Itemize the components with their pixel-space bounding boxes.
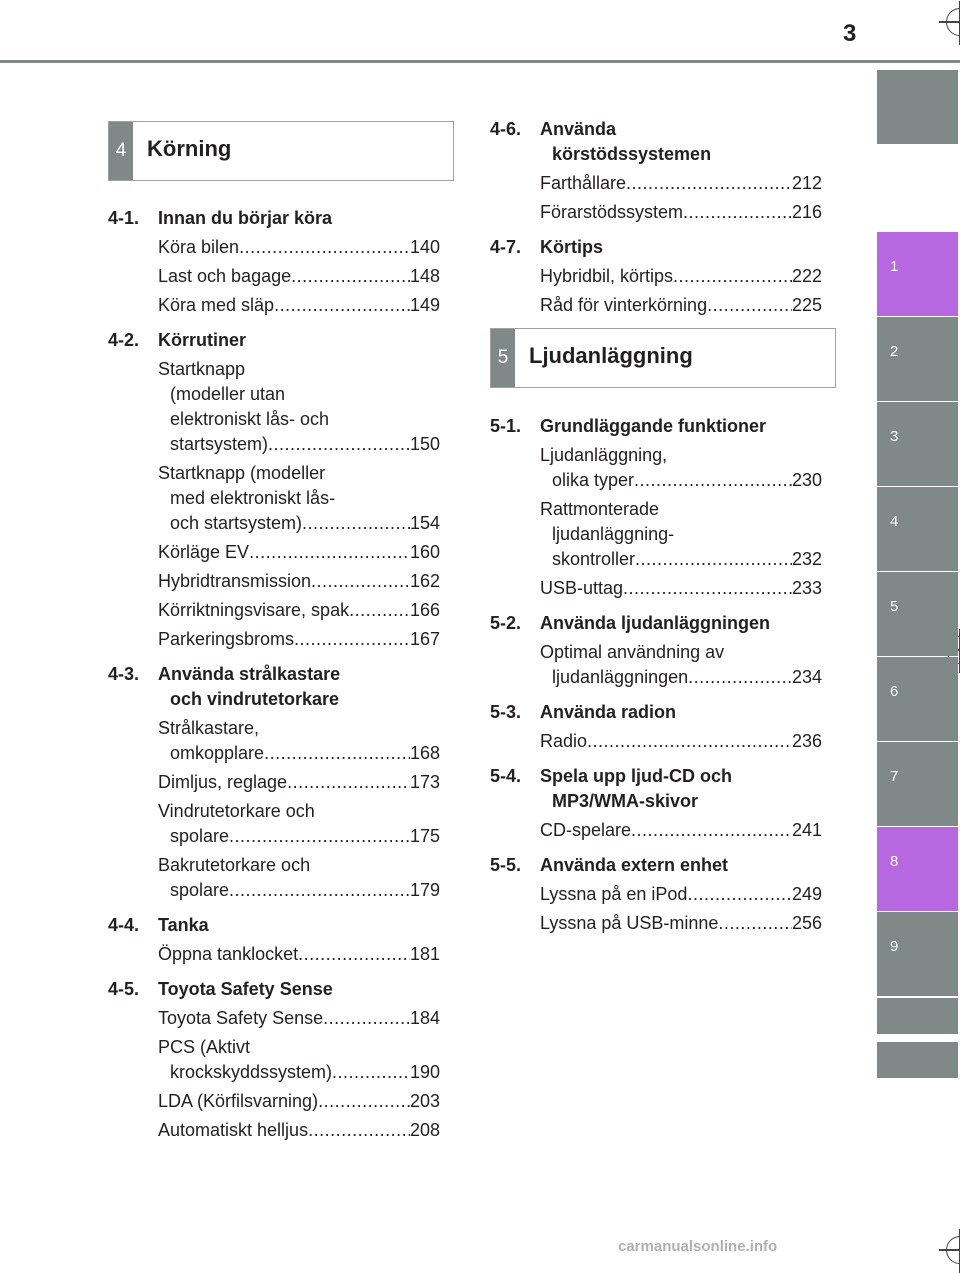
- entry-text-line: Bakrutetorkare och: [158, 855, 311, 875]
- toc-subsection-heading: [108, 913, 440, 938]
- registration-mark-icon: [946, 1236, 960, 1264]
- top-rule: [0, 60, 960, 63]
- toc-entry[interactable]: [540, 264, 822, 289]
- entry-text: USB-uttag: [540, 578, 624, 598]
- toc-entry[interactable]: [158, 853, 440, 903]
- leader-dots: [688, 665, 792, 690]
- subsection-title-line: Använda: [540, 119, 617, 139]
- subsection-code: 5-1.: [490, 416, 522, 436]
- toc-entry[interactable]: [540, 497, 822, 572]
- leader-dots: [707, 293, 792, 318]
- toc-entry[interactable]: [158, 716, 440, 766]
- leader-dots: [274, 293, 410, 318]
- toc-subsection-heading: [108, 977, 440, 1002]
- toc-entry[interactable]: [158, 357, 440, 457]
- entry-last-line: [158, 1006, 440, 1031]
- entry-last-line: [158, 1089, 440, 1114]
- entry-text: LDA (Körfilsvarning): [158, 1091, 319, 1111]
- entry-text: Toyota Safety Sense: [158, 1008, 324, 1028]
- entry-last-line: [540, 171, 822, 196]
- entry-text: Körriktningsvisare, spak: [158, 600, 350, 620]
- leader-dots: [587, 729, 792, 754]
- page-ref: 256: [791, 913, 822, 933]
- toc-entry[interactable]: [158, 770, 440, 795]
- toc-entry[interactable]: [540, 200, 822, 225]
- page-ref: 167: [409, 629, 440, 649]
- toc-entry[interactable]: [540, 293, 822, 318]
- entry-text-line: med elektroniskt lås-: [170, 488, 336, 508]
- toc-column-right-top: [490, 117, 822, 318]
- entry-text: Lyssna på USB-minne: [540, 913, 719, 933]
- page-ref: 148: [409, 266, 440, 286]
- page-ref: 181: [409, 944, 440, 964]
- chapter-tab[interactable]: [877, 232, 958, 316]
- entry-last-line: [540, 665, 822, 690]
- toc-entry[interactable]: [158, 264, 440, 289]
- entry-text-line: Startknapp: [158, 359, 246, 379]
- section-number: 5: [491, 329, 515, 387]
- entry-last-line: [158, 293, 440, 318]
- subsection-title: [158, 328, 440, 353]
- entry-text-line: PCS (Aktivt: [158, 1037, 251, 1057]
- subsection-title-line: Använda radion: [540, 702, 677, 722]
- page-ref: 234: [791, 667, 822, 687]
- toc-entry[interactable]: [158, 598, 440, 623]
- page-ref: 236: [791, 731, 822, 751]
- page-ref: 249: [791, 884, 822, 904]
- subsection-title-line: MP3/WMA-skivor: [552, 791, 699, 811]
- subsection-title: [540, 235, 822, 260]
- entry-text: Råd för vinterkörning: [540, 295, 708, 315]
- leader-dots: [718, 911, 792, 936]
- page-ref: 149: [409, 295, 440, 315]
- toc-entry[interactable]: [540, 576, 822, 601]
- subsection-title: [540, 764, 822, 814]
- toc-entry[interactable]: [158, 293, 440, 318]
- registration-mark-icon: [946, 8, 960, 36]
- page-ref: 233: [791, 578, 822, 598]
- leader-dots: [635, 547, 792, 572]
- page-ref: 232: [791, 549, 822, 569]
- page-ref: 140: [409, 237, 440, 257]
- entry-text-line: ljudanläggning-: [552, 524, 675, 544]
- subsection-code: 5-4.: [490, 766, 522, 786]
- toc-entry[interactable]: [158, 461, 440, 536]
- subsection-title-line: och vindrutetorkare: [170, 689, 340, 709]
- toc-subsection-heading: [108, 662, 440, 712]
- toc-subsection-heading: [490, 700, 822, 725]
- subsection-title-line: Toyota Safety Sense: [158, 979, 333, 999]
- entry-last-line: [540, 293, 822, 318]
- page-ref: 175: [409, 826, 440, 846]
- leader-dots: [634, 468, 792, 493]
- entry-last-line: [540, 729, 822, 754]
- toc-column-left: [108, 206, 440, 1143]
- entry-text-line: Rattmonterade: [540, 499, 660, 519]
- toc-entry[interactable]: [158, 540, 440, 565]
- toc-subsection-heading: [490, 611, 822, 636]
- leader-dots: [332, 1060, 410, 1085]
- leader-dots: [311, 569, 410, 594]
- entry-last-line: [540, 200, 822, 225]
- subsection-code: 5-5.: [490, 855, 522, 875]
- toc-entry[interactable]: [158, 942, 440, 967]
- toc-entry[interactable]: [158, 1006, 440, 1031]
- entry-text-line: Vindrutetorkare och: [158, 801, 315, 821]
- leader-dots: [294, 627, 410, 652]
- subsection-title-line: Körtips: [540, 237, 603, 257]
- chapter-tab[interactable]: [877, 912, 958, 996]
- entry-last-line: [158, 770, 440, 795]
- entry-text: spolare: [170, 826, 230, 846]
- toc-entry[interactable]: [158, 569, 440, 594]
- chapter-tab[interactable]: [877, 1042, 958, 1078]
- leader-dots: [349, 598, 410, 623]
- subsection-title: [540, 611, 822, 636]
- entry-last-line: [158, 878, 440, 903]
- entry-text: Lyssna på en iPod: [540, 884, 688, 904]
- toc-subsection-heading: [490, 235, 822, 260]
- toc-column-right-bottom: [490, 414, 822, 936]
- toc-entry[interactable]: [540, 911, 822, 936]
- page-ref: 173: [409, 772, 440, 792]
- leader-dots: [673, 264, 792, 289]
- chapter-tab-label: 1: [890, 258, 899, 275]
- subsection-title-line: Körrutiner: [158, 330, 247, 350]
- page-ref: 216: [791, 202, 822, 222]
- page-ref: 184: [409, 1008, 440, 1028]
- subsection-code: 5-2.: [490, 613, 522, 633]
- page-ref: 150: [409, 434, 440, 454]
- leader-dots: [229, 824, 410, 849]
- leader-dots: [291, 264, 410, 289]
- entry-last-line: [158, 569, 440, 594]
- entry-text-line: (modeller utan: [170, 384, 286, 404]
- toc-subsection-heading: [490, 414, 822, 439]
- entry-last-line: [540, 911, 822, 936]
- entry-last-line: [158, 540, 440, 565]
- entry-last-line: [158, 942, 440, 967]
- toc-entry[interactable]: [540, 818, 822, 843]
- entry-text: Köra bilen: [158, 237, 240, 257]
- toc-entry[interactable]: [158, 1035, 440, 1085]
- entry-text: Hybridbil, körtips: [540, 266, 674, 286]
- page-ref: 203: [409, 1091, 440, 1111]
- chapter-tab-label: 9: [890, 938, 899, 955]
- page-ref: 230: [791, 470, 822, 490]
- section-title: Ljudanläggning: [529, 343, 693, 368]
- section-title: Körning: [147, 136, 232, 161]
- chapter-tab[interactable]: [877, 317, 958, 401]
- entry-last-line: [158, 1118, 440, 1143]
- subsection-title-line: Använda strålkastare: [158, 664, 341, 684]
- subsection-code: 4-2.: [108, 330, 140, 350]
- toc-subsection-heading: [490, 853, 822, 878]
- chapter-tab-label: 2: [890, 343, 899, 360]
- leader-dots: [264, 741, 410, 766]
- chapter-tab[interactable]: [877, 402, 958, 486]
- entry-text: Automatiskt helljus: [158, 1120, 309, 1140]
- entry-text: Köra med släp: [158, 295, 275, 315]
- section-number: 4: [109, 122, 133, 180]
- entry-text-line: elektroniskt lås- och: [170, 409, 330, 429]
- subsection-title-line: Tanka: [158, 915, 209, 935]
- leader-dots: [268, 432, 410, 457]
- leader-dots: [623, 576, 792, 601]
- subsection-title-line: Innan du börjar köra: [158, 208, 333, 228]
- subsection-title: [158, 977, 440, 1002]
- page-ref: 160: [409, 542, 440, 562]
- chapter-tab[interactable]: [877, 487, 958, 571]
- entry-last-line: [158, 264, 440, 289]
- entry-text-line: Strålkastare,: [158, 718, 260, 738]
- page-ref: 166: [409, 600, 440, 620]
- subsection-code: 4-1.: [108, 208, 140, 228]
- subsection-code: 5-3.: [490, 702, 522, 722]
- toc-entry[interactable]: [540, 171, 822, 196]
- entry-text: Parkeringsbroms: [158, 629, 295, 649]
- subsection-title: [158, 913, 440, 938]
- chapter-tab-label: 4: [890, 513, 899, 530]
- leader-dots: [683, 200, 792, 225]
- entry-last-line: [540, 882, 822, 907]
- subsection-title: [158, 662, 440, 712]
- entry-text: Hybridtransmission: [158, 571, 312, 591]
- chapter-tab[interactable]: [877, 827, 958, 911]
- leader-dots: [287, 770, 410, 795]
- chapter-tab[interactable]: [877, 70, 958, 144]
- entry-text: ljudanläggningen: [552, 667, 689, 687]
- leader-dots: [687, 882, 792, 907]
- subsection-code: 4-5.: [108, 979, 140, 999]
- subsection-title-line: Använda extern enhet: [540, 855, 729, 875]
- subsection-title: [540, 853, 822, 878]
- leader-dots: [626, 171, 792, 196]
- subsection-title-line: Använda ljudanläggningen: [540, 613, 771, 633]
- leader-dots: [298, 942, 410, 967]
- entry-last-line: [158, 1060, 440, 1085]
- toc-entry[interactable]: [540, 882, 822, 907]
- subsection-title: [540, 117, 822, 167]
- leader-dots: [239, 235, 410, 260]
- entry-text: omkopplare: [170, 743, 265, 763]
- entry-last-line: [540, 547, 822, 572]
- page-ref: 225: [791, 295, 822, 315]
- entry-text-line: Ljudanläggning,: [540, 445, 668, 465]
- leader-dots: [323, 1006, 410, 1031]
- toc-subsection-heading: [490, 117, 822, 167]
- subsection-code: 4-3.: [108, 664, 140, 684]
- entry-last-line: [158, 741, 440, 766]
- entry-text: olika typer: [552, 470, 635, 490]
- page-ref: 179: [409, 880, 440, 900]
- entry-text: spolare: [170, 880, 230, 900]
- subsection-code: 4-6.: [490, 119, 522, 139]
- leader-dots: [318, 1089, 410, 1114]
- entry-last-line: [158, 824, 440, 849]
- entry-last-line: [540, 576, 822, 601]
- entry-text: krockskyddssystem): [170, 1062, 333, 1082]
- entry-last-line: [158, 598, 440, 623]
- chapter-tab[interactable]: [877, 572, 958, 656]
- entry-text: startsystem): [170, 434, 269, 454]
- leader-dots: [229, 878, 410, 903]
- page-ref: 241: [791, 820, 822, 840]
- toc-entry[interactable]: [158, 1118, 440, 1143]
- chapter-tab-label: 6: [890, 683, 899, 700]
- subsection-code: 4-4.: [108, 915, 140, 935]
- toc-entry[interactable]: [158, 235, 440, 260]
- entry-last-line: [540, 264, 822, 289]
- page-ref: 162: [409, 571, 440, 591]
- toc-entry[interactable]: [540, 729, 822, 754]
- page-number: 3: [843, 20, 857, 47]
- toc-subsection-heading: [108, 328, 440, 353]
- entry-text-line: Startknapp (modeller: [158, 463, 326, 483]
- section-header-4: [108, 121, 454, 181]
- subsection-title-line: körstödssystemen: [552, 144, 712, 164]
- subsection-title-line: Grundläggande funktioner: [540, 416, 767, 436]
- entry-text: Farthållare: [540, 173, 627, 193]
- entry-text: Körläge EV: [158, 542, 250, 562]
- entry-last-line: [158, 511, 440, 536]
- entry-text: CD-spelare: [540, 820, 632, 840]
- entry-last-line: [158, 627, 440, 652]
- entry-text: Last och bagage: [158, 266, 292, 286]
- entry-last-line: [158, 432, 440, 457]
- chapter-tab[interactable]: [877, 742, 958, 826]
- toc-subsection-heading: [490, 764, 822, 814]
- leader-dots: [249, 540, 410, 565]
- subsection-title: [540, 700, 822, 725]
- leader-dots: [308, 1118, 410, 1143]
- entry-text: Öppna tanklocket: [158, 944, 299, 964]
- toc-subsection-heading: [108, 206, 440, 231]
- entry-last-line: [540, 468, 822, 493]
- entry-text: skontroller: [552, 549, 636, 569]
- entry-text: och startsystem): [170, 513, 303, 533]
- toc-entry[interactable]: [158, 627, 440, 652]
- chapter-tab-label: 8: [890, 853, 899, 870]
- page-ref: 168: [409, 743, 440, 763]
- toc-entry[interactable]: [540, 443, 822, 493]
- watermark: carmanualsonline.info: [618, 1238, 778, 1255]
- chapter-tab-label: 7: [890, 768, 899, 785]
- toc-entry[interactable]: [540, 640, 822, 690]
- entry-text-line: Optimal användning av: [540, 642, 725, 662]
- chapter-tab-label: 5: [890, 598, 899, 615]
- entry-text: Radio: [540, 731, 588, 751]
- entry-last-line: [158, 235, 440, 260]
- toc-entry[interactable]: [158, 799, 440, 849]
- entry-text: Förarstödssystem: [540, 202, 684, 222]
- leader-dots: [631, 818, 792, 843]
- subsection-code: 4-7.: [490, 237, 522, 257]
- page-ref: 222: [791, 266, 822, 286]
- toc-entry[interactable]: [158, 1089, 440, 1114]
- leader-dots: [302, 511, 410, 536]
- page-ref: 154: [409, 513, 440, 533]
- page-ref: 212: [791, 173, 822, 193]
- subsection-title: [158, 206, 440, 231]
- chapter-tab[interactable]: [877, 657, 958, 741]
- section-header-5: [490, 328, 836, 388]
- page-ref: 208: [409, 1120, 440, 1140]
- subsection-title: [540, 414, 822, 439]
- chapter-tab[interactable]: [877, 998, 958, 1034]
- chapter-tab-label: 3: [890, 428, 899, 445]
- page-ref: 190: [409, 1062, 440, 1082]
- entry-last-line: [540, 818, 822, 843]
- entry-text: Dimljus, reglage: [158, 772, 288, 792]
- subsection-title-line: Spela upp ljud-CD och: [540, 766, 732, 786]
